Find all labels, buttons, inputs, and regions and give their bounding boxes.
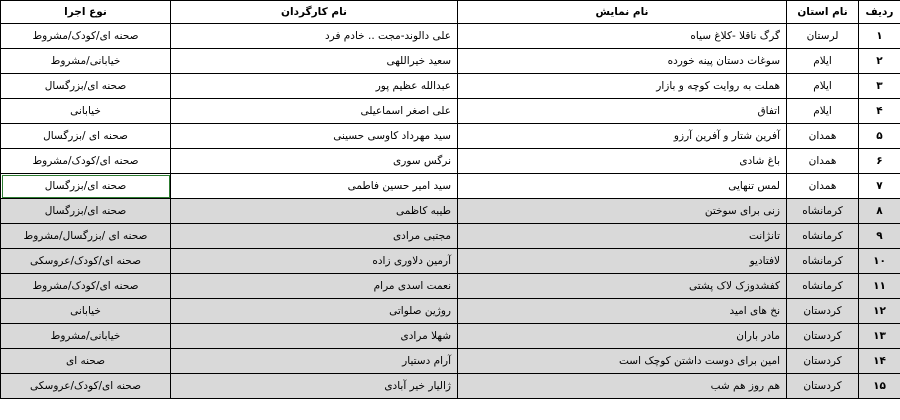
header-type: نوع اجرا	[1, 1, 171, 24]
province-cell[interactable]: کرمانشاه	[787, 224, 859, 249]
type-cell[interactable]: صحنه ای/بزرگسال	[1, 199, 171, 224]
director-cell[interactable]: عبدالله عظیم پور	[171, 74, 458, 99]
director-cell[interactable]: طیبه کاظمی	[171, 199, 458, 224]
table-row	[1, 224, 900, 249]
row-number[interactable]: ۱۱	[859, 274, 900, 299]
table-row	[1, 124, 900, 149]
province-cell[interactable]: ایلام	[787, 99, 859, 124]
type-cell[interactable]: صحنه ای/کودک/مشروط	[1, 274, 171, 299]
province-cell[interactable]: کرمانشاه	[787, 274, 859, 299]
row-number[interactable]: ۵	[859, 124, 900, 149]
show-cell[interactable]: مادر باران	[458, 324, 787, 349]
table-row	[1, 49, 900, 74]
table-row	[1, 24, 900, 49]
type-cell[interactable]: خیابانی	[1, 299, 171, 324]
show-cell[interactable]: آفرین شتار و آفرین آرزو	[458, 124, 787, 149]
director-cell[interactable]: آرمین دلاوری زاده	[171, 249, 458, 274]
director-cell[interactable]: روژین صلواتی	[171, 299, 458, 324]
row-number[interactable]: ۸	[859, 199, 900, 224]
show-cell[interactable]: هم روز هم شب	[458, 374, 787, 399]
show-cell[interactable]: سوغات دستان پینه خورده	[458, 49, 787, 74]
type-cell[interactable]: صحنه ای/کودک/عروسکی	[1, 249, 171, 274]
director-cell[interactable]: سید مهرداد کاوسی حسینی	[171, 124, 458, 149]
director-cell[interactable]: علی دالوند-مجت .. خادم فرد	[171, 24, 458, 49]
type-cell[interactable]: صحنه ای	[1, 349, 171, 374]
type-cell[interactable]: صحنه ای/بزرگسال	[1, 74, 171, 99]
director-cell[interactable]: شهلا مرادی	[171, 324, 458, 349]
table-row	[1, 149, 900, 174]
type-cell[interactable]: خیابانی/مشروط	[1, 324, 171, 349]
director-cell[interactable]: ژالیار خیر آبادی	[171, 374, 458, 399]
table-row	[1, 349, 900, 374]
show-cell[interactable]: نخ های امید	[458, 299, 787, 324]
table-row	[1, 199, 900, 224]
row-number[interactable]: ۴	[859, 99, 900, 124]
header-director: نام کارگردان	[171, 1, 458, 24]
row-number[interactable]: ۱۵	[859, 374, 900, 399]
province-cell[interactable]: کردستان	[787, 299, 859, 324]
province-cell[interactable]: همدان	[787, 174, 859, 199]
show-cell[interactable]: لمس تنهایی	[458, 174, 787, 199]
province-cell[interactable]: لرستان	[787, 24, 859, 49]
selected-type-cell[interactable]: صحنه ای/بزرگسال	[1, 174, 171, 199]
table-row	[1, 374, 900, 399]
show-cell[interactable]: اتفاق	[458, 99, 787, 124]
province-cell[interactable]: ایلام	[787, 49, 859, 74]
type-cell[interactable]: خیابانی	[1, 99, 171, 124]
director-cell[interactable]: سعید خیراللهی	[171, 49, 458, 74]
province-cell[interactable]: کرمانشاه	[787, 199, 859, 224]
director-cell[interactable]: نرگس سوری	[171, 149, 458, 174]
director-cell[interactable]: سید امیر حسین فاطمی	[171, 174, 458, 199]
type-cell[interactable]: صحنه ای /بزرگسال	[1, 124, 171, 149]
table-row	[1, 74, 900, 99]
row-number[interactable]: ۱۰	[859, 249, 900, 274]
show-cell[interactable]: زنی برای سوختن	[458, 199, 787, 224]
director-cell[interactable]: علی اصغر اسماعیلی	[171, 99, 458, 124]
show-cell[interactable]: کفشدوزک لاک پشتی	[458, 274, 787, 299]
row-number[interactable]: ۱۳	[859, 324, 900, 349]
table-row	[1, 274, 900, 299]
row-number[interactable]: ۱۴	[859, 349, 900, 374]
row-number[interactable]: ۹	[859, 224, 900, 249]
row-number[interactable]: ۷	[859, 174, 900, 199]
header-row	[1, 1, 900, 24]
type-cell[interactable]: صحنه ای/کودک/عروسکی	[1, 374, 171, 399]
province-cell[interactable]: کردستان	[787, 324, 859, 349]
table-row	[1, 249, 900, 274]
type-cell[interactable]: صحنه ای/کودک/مشروط	[1, 149, 171, 174]
table-row	[1, 299, 900, 324]
province-cell[interactable]: کردستان	[787, 349, 859, 374]
director-cell[interactable]: آرام دستیار	[171, 349, 458, 374]
show-cell[interactable]: باغ شادی	[458, 149, 787, 174]
type-cell[interactable]: خیابانی/مشروط	[1, 49, 171, 74]
row-number[interactable]: ۶	[859, 149, 900, 174]
show-cell[interactable]: گرگ ناقلا -کلاغ سیاه	[458, 24, 787, 49]
type-cell[interactable]: صحنه ای/کودک/مشروط	[1, 24, 171, 49]
director-cell[interactable]: نعمت اسدی مرام	[171, 274, 458, 299]
province-cell[interactable]: کردستان	[787, 374, 859, 399]
show-cell[interactable]: هملت به روایت کوچه و بازار	[458, 74, 787, 99]
province-cell[interactable]: همدان	[787, 149, 859, 174]
header-show: نام نمایش	[458, 1, 787, 24]
table-row	[1, 99, 900, 124]
show-cell[interactable]: امین برای دوست داشتن کوچک است	[458, 349, 787, 374]
province-cell[interactable]: ایلام	[787, 74, 859, 99]
header-row-number: ردیف	[859, 1, 900, 24]
row-number[interactable]: ۲	[859, 49, 900, 74]
row-number[interactable]: ۱	[859, 24, 900, 49]
table-row	[1, 174, 900, 199]
show-cell[interactable]: تانژانت	[458, 224, 787, 249]
province-cell[interactable]: کرمانشاه	[787, 249, 859, 274]
show-cell[interactable]: لافتادیو	[458, 249, 787, 274]
row-number[interactable]: ۳	[859, 74, 900, 99]
table-row	[1, 324, 900, 349]
row-number[interactable]: ۱۲	[859, 299, 900, 324]
header-province: نام استان	[787, 1, 859, 24]
director-cell[interactable]: مجتبی مرادی	[171, 224, 458, 249]
province-cell[interactable]: همدان	[787, 124, 859, 149]
type-cell[interactable]: صحنه ای /بزرگسال/مشروط	[1, 224, 171, 249]
